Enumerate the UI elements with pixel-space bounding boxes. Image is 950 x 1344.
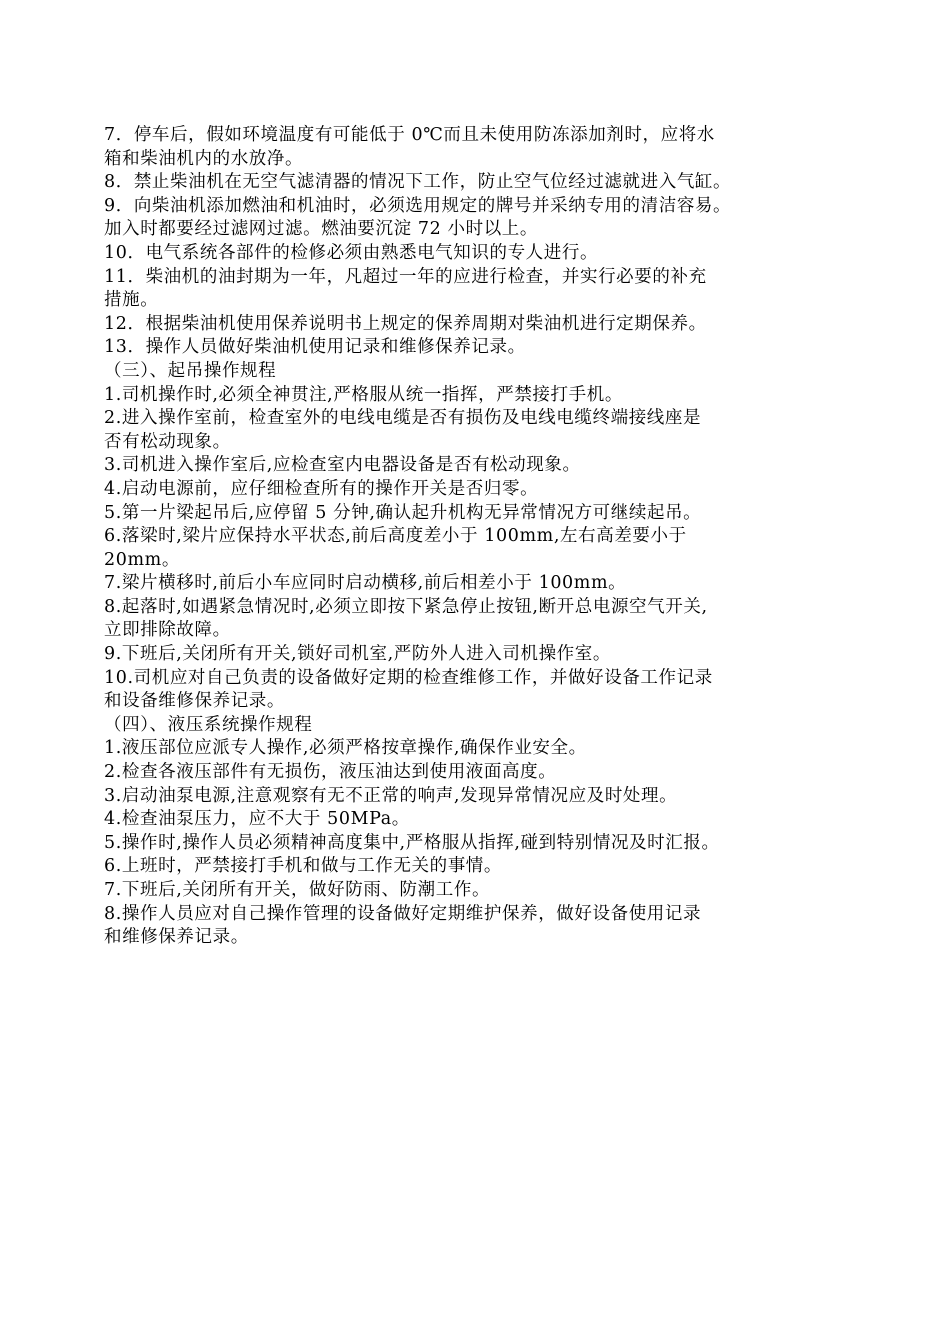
text-line: 12．根据柴油机使用保养说明书上规定的保养周期对柴油机进行定期保养。 — [104, 313, 707, 334]
text-line: 7.梁片横移时,前后小车应同时启动横移,前后相差小于 100mm。 — [104, 573, 627, 594]
section-three — [104, 360, 864, 714]
text-line: 8.操作人员应对自己操作管理的设备做好定期维护保养，做好设备使用记录 — [104, 903, 702, 924]
text-line: 5.操作时,操作人员必须精神高度集中,严格服从指挥,碰到特别情况及时汇报。 — [104, 832, 720, 853]
document-page — [104, 124, 864, 950]
text-line: 3.启动油泵电源,注意观察有无不正常的响声,发现异常情况应及时处理。 — [104, 785, 678, 806]
text-line: 和设备维修保养记录。 — [104, 691, 285, 712]
text-line: 和维修保养记录。 — [104, 927, 249, 948]
text-line: 箱和柴油机内的水放净。 — [104, 148, 304, 169]
text-line: 6.上班时，严禁接打手机和做与工作无关的事情。 — [104, 856, 502, 877]
text-line: 立即排除故障。 — [104, 620, 231, 641]
text-line: 2.进入操作室前，检查室外的电线电缆是否有损伤及电线电缆终端接线座是 — [104, 408, 702, 429]
text-line: 1.司机操作时,必须全神贯注,严格服从统一指挥，严禁接打手机。 — [104, 384, 623, 405]
section-two-tail — [104, 124, 864, 360]
text-line: 否有松动现象。 — [104, 431, 231, 452]
text-line: 10．电气系统各部件的检修必须由熟悉电气知识的专人进行。 — [104, 242, 599, 263]
text-line: 9.下班后,关闭所有开关,锁好司机室,严防外人进入司机操作室。 — [104, 644, 611, 665]
text-line: 3.司机进入操作室后,应检查室内电器设备是否有松动现象。 — [104, 455, 581, 476]
text-line: 4.启动电源前，应仔细检查所有的操作开关是否归零。 — [104, 478, 539, 499]
text-line: 1.液压部位应派专人操作,必须严格按章操作,确保作业安全。 — [104, 738, 587, 759]
text-line: 措施。 — [104, 290, 159, 311]
text-line: 7．停车后，假如环境温度有可能低于 0℃而且未使用防冻添加剂时，应将水 — [104, 125, 715, 145]
text-line: 9．向柴油机添加燃油和机油时，必须选用规定的牌号并采纳专用的清洁容易。 — [104, 195, 732, 216]
text-line: 8．禁止柴油机在无空气滤清器的情况下工作，防止空气位经过滤就进入气缸。 — [104, 172, 732, 193]
text-line: 13．操作人员做好柴油机使用记录和维修保养记录。 — [104, 337, 526, 358]
text-line: 加入时都要经过滤网过滤。燃油要沉淀 72 小时以上。 — [104, 219, 538, 240]
text-line: 2.检查各液压部件有无损伤，液压油达到使用液面高度。 — [104, 762, 557, 783]
text-line: 8.起落时,如遇紧急情况时,必须立即按下紧急停止按钮,断开总电源空气开关, — [104, 596, 708, 617]
text-line: 5.第一片梁起吊后,应停留 5 分钟,确认起升机构无异常情况方可继续起吊。 — [104, 502, 702, 523]
section-four — [104, 714, 864, 950]
section-heading: （三）、起吊操作规程 — [104, 360, 277, 381]
section-heading: （四）、液压系统操作规程 — [104, 714, 313, 735]
text-line: 20mm。 — [104, 549, 180, 570]
text-line: 7.下班后,关闭所有开关，做好防雨、防潮工作。 — [104, 880, 491, 900]
text-line: 10.司机应对自己负责的设备做好定期的检查维修工作，并做好设备工作记录 — [104, 667, 713, 688]
text-line: 6.落梁时,梁片应保持水平状态,前后高度差小于 100mm,左右高差要小于 — [104, 526, 687, 547]
text-line: 11．柴油机的油封期为一年，凡超过一年的应进行检查，并实行必要的补充 — [104, 266, 707, 287]
text-line: 4.检查油泵压力，应不大于 50MPa。 — [104, 809, 410, 830]
